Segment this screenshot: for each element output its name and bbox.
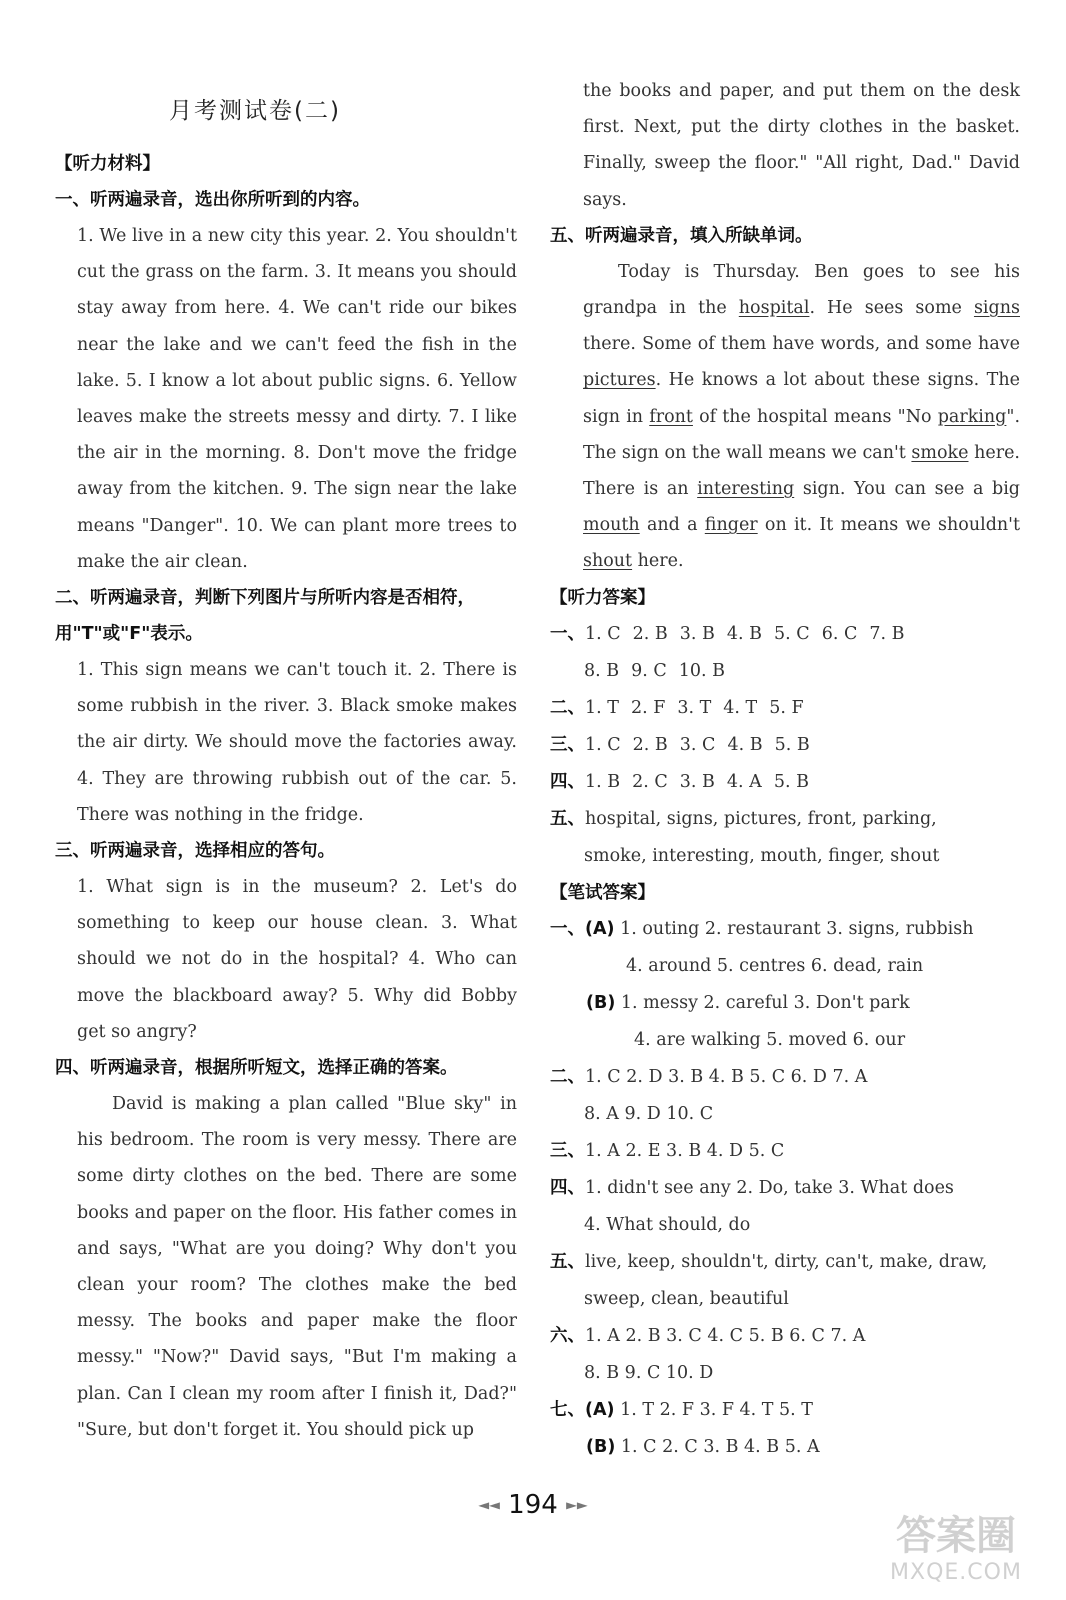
answer-item: 3. B bbox=[679, 623, 715, 644]
answer-item: 4. A bbox=[726, 771, 762, 792]
blank-finger: finger bbox=[704, 515, 758, 536]
written-answer-line: 四、1. didn't see any 2. Do, take 3. What does bbox=[550, 1177, 954, 1198]
section-1-heading: 一、听两遍录音，选出你所听到的内容。 bbox=[55, 190, 370, 210]
listening-answer-row bbox=[550, 838, 1020, 875]
written-answer-line: 七、(A) 1. T 2. F 3. F 4. T 5. T bbox=[550, 1399, 813, 1420]
written-answers bbox=[550, 911, 1020, 1466]
blank-mouth: mouth bbox=[583, 515, 640, 536]
blank-signs: signs bbox=[973, 298, 1020, 319]
right-column bbox=[550, 73, 1020, 1466]
watermark-url: MXQE.COM bbox=[890, 1560, 1022, 1585]
watermark-logo: 答案圈 bbox=[896, 1513, 1016, 1559]
listening-answer-row: 二、1. T 2. F 3. T 4. T 5. F bbox=[550, 697, 804, 718]
listening-answer-row: 四、1. B 2. C 3. B 4. A 5. B bbox=[550, 771, 809, 792]
left-column bbox=[55, 146, 517, 1448]
listening-answer-row: 五、hospital, signs, pictures, front, parking, bbox=[550, 808, 937, 829]
prev-arrows-icon: ◄◄ bbox=[478, 1497, 500, 1514]
written-answers-label: 【笔试答案】 bbox=[550, 882, 655, 903]
blank-interesting: interesting bbox=[697, 479, 795, 500]
answer-item: 1. C bbox=[585, 734, 621, 755]
answer-item: 5. F bbox=[769, 697, 804, 718]
written-answer-line: sweep, clean, beautiful bbox=[584, 1288, 789, 1309]
written-answer-line: 4. What should, do bbox=[584, 1214, 751, 1235]
section-4-continued: the books and paper, and put them on the desk first. Next, put the dirty clothes in the basket. Finally, sweep the floor." "All right, Dad." David says. bbox=[583, 81, 1020, 210]
answer-item: 1. C bbox=[585, 623, 621, 644]
answer-item: 10. B bbox=[678, 660, 726, 681]
written-answer-line: (B) 1. messy 2. careful 3. Don't park bbox=[586, 992, 910, 1013]
page-title: 月考测试卷(二) bbox=[169, 98, 341, 124]
written-answer-line: 六、1. A 2. B 3. C 4. C 5. B 6. C 7. A bbox=[550, 1325, 866, 1346]
next-arrows-icon: ►► bbox=[566, 1497, 588, 1514]
answer-item: 5. C bbox=[774, 623, 810, 644]
blank-hospital: hospital bbox=[738, 298, 810, 319]
blank-pictures: pictures bbox=[583, 370, 656, 391]
written-answer-line: 8. B 9. C 10. D bbox=[584, 1362, 714, 1383]
section-1-text: 1. We live in a new city this year. 2. You shouldn't cut the grass on the farm. 3. It means you should stay away from here. 4. We can't ride our bikes near the lake and we can't feed the fish in the lake. 5. I know a lot about public signs. 6. Yellow leaves make the streets messy and dirty. 7. I like the air in the morning. 8. Don't move the fridge away from the kitchen. 9. The sign near the lake means "Danger". 10. We can plant more trees to make the air clean. bbox=[77, 226, 517, 572]
answer-item: 2. F bbox=[630, 697, 666, 718]
section-3-heading: 三、听两遍录音，选择相应的答句。 bbox=[55, 841, 335, 862]
answer-item: 3. B bbox=[679, 771, 715, 792]
section-5-heading: 五、听两遍录音，填入所缺单词。 bbox=[550, 225, 813, 246]
listening-answer-row: 一、1. C 2. B 3. B 4. B 5. C 6. C 7. B bbox=[550, 623, 905, 644]
answer-item: 4. B bbox=[726, 623, 763, 644]
written-answer-line: 8. A 9. D 10. C bbox=[584, 1103, 714, 1124]
answer-item: smoke, interesting, mouth, finger, shout bbox=[584, 845, 940, 866]
answer-item: 8. B bbox=[584, 660, 620, 681]
section-2-heading: 二、听两遍录音，判断下列图片与所听内容是否相符，用"T"或"F"表示。 bbox=[55, 588, 475, 645]
answer-item: 1. T bbox=[585, 697, 619, 718]
section-4-text: David is making a plan called "Blue sky" in his bedroom. The room is very messy. There are some dirty clothes on the bed. There are some books and paper on the floor. His father comes in and says, "What are you doing? Why don't you clean your room? The clothes make the bed messy. The books and paper make the floor messy." "Now?" David says, "But I'm making a plan. Can I clean my room after I finish it, Dad?" "Sure, but don't forget it. You should pick up bbox=[77, 1094, 517, 1440]
answer-item: 2. C bbox=[632, 771, 668, 792]
section-2-text: 1. This sign means we can't touch it. 2. There is some rubbish in the river. 3. Black smoke makes the air dirty. We should move the factories away. 4. They are throwing rubbish out of the car. 5. There was nothing in the fridge. bbox=[77, 660, 517, 825]
written-answer-line: 一、(A) 1. outing 2. restaurant 3. signs, rubbish bbox=[550, 918, 974, 939]
written-answer-line: 4. are walking 5. moved 6. our bbox=[634, 1029, 906, 1050]
listening-answers-label: 【听力答案】 bbox=[550, 587, 655, 608]
section-5-text: Today is Thursday. Ben goes to see his grandpa in the hospital. He sees some signs there. Some of them have words, and some have pictures. He knows a lot about these signs. The sign in front of the hospital means "No parking". The sign on the wall means we can't smoke here. There is an interesting sign. You can see a big mouth and a finger on it. It means we shouldn't shout here. bbox=[583, 261, 1021, 572]
listening-material-label: 【听力材料】 bbox=[55, 154, 160, 174]
written-answer-line: 三、1. A 2. E 3. B 4. D 5. C bbox=[550, 1140, 785, 1161]
answer-item: 2. B bbox=[632, 623, 668, 644]
answer-item: 7. B bbox=[869, 623, 905, 644]
answer-item: 3. T bbox=[677, 697, 712, 718]
blank-front: front bbox=[649, 406, 693, 427]
blank-smoke: smoke bbox=[911, 442, 969, 463]
answer-item: hospital, signs, pictures, front, parking, bbox=[585, 808, 937, 829]
blank-parking: parking bbox=[937, 406, 1007, 427]
answer-item: 9. C bbox=[631, 660, 667, 681]
listening-answer-row bbox=[550, 653, 1020, 690]
answer-item: 4. T bbox=[723, 697, 758, 718]
blank-shout: shout bbox=[583, 551, 633, 572]
answer-item: 1. B bbox=[585, 771, 621, 792]
answer-item: 5. B bbox=[774, 734, 810, 755]
written-answer-line: (B) 1. C 2. C 3. B 4. B 5. A bbox=[586, 1436, 820, 1457]
listening-answers bbox=[550, 616, 1020, 875]
section-4-heading: 四、听两遍录音，根据所听短文，选择正确的答案。 bbox=[55, 1058, 458, 1079]
written-answer-line: 五、live, keep, shouldn't, dirty, can't, make, draw, bbox=[550, 1251, 988, 1272]
answer-item: 2. B bbox=[632, 734, 668, 755]
watermark bbox=[856, 1512, 1056, 1592]
answer-item: 6. C bbox=[821, 623, 858, 644]
section-3-text: 1. What sign is in the museum? 2. Let's do something to keep our house clean. 3. What should we not do in the hospital? 4. Who can move the blackboard away? 5. Why did Bobby get so angry? bbox=[77, 877, 517, 1042]
answer-item: 5. B bbox=[773, 771, 809, 792]
listening-answer-row: 三、1. C 2. B 3. C 4. B 5. B bbox=[550, 734, 810, 755]
written-answer-line: 二、1. C 2. D 3. B 4. B 5. C 6. D 7. A bbox=[550, 1066, 868, 1087]
page-number: 194 bbox=[508, 1490, 558, 1520]
answer-item: 3. C bbox=[679, 734, 716, 755]
written-answer-line: 4. around 5. centres 6. dead, rain bbox=[626, 955, 924, 976]
answer-item: 4. B bbox=[727, 734, 763, 755]
